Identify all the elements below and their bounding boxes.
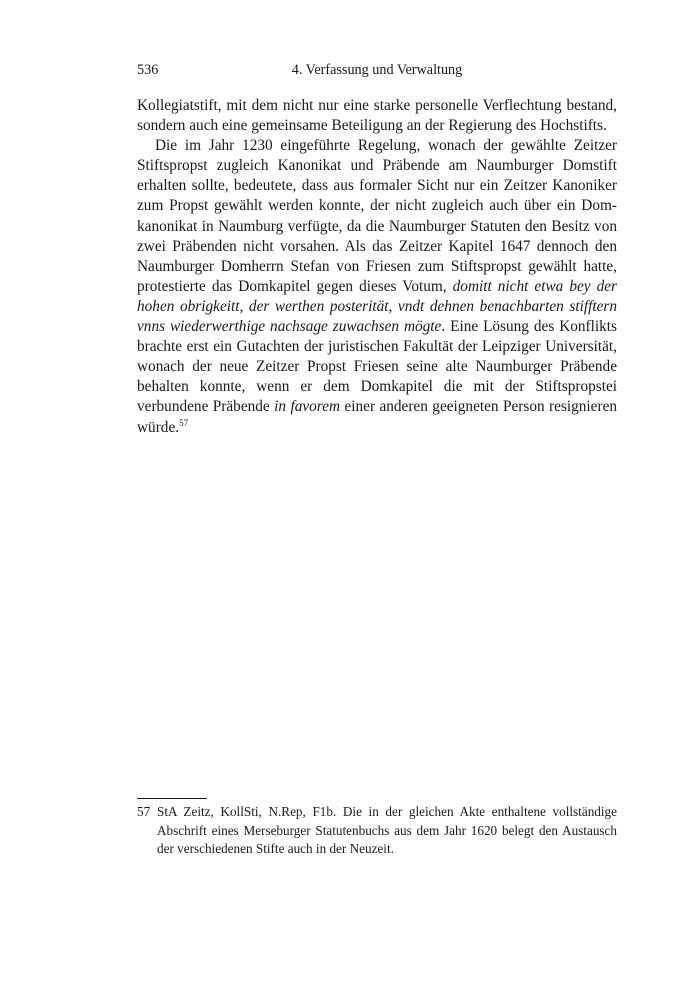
footnote-reference: 57: [179, 417, 189, 428]
main-text: [137, 96, 617, 438]
paragraph-2-text-b: . Eine Lösung des Konflikts brachte erst ein Gutachten der juristischen Fakultät der Leipziger Universität, wonach der neue Zeitzer Propst Friesen seine alte Naumburger Präbende behalten konnte, wenn er dem Domkapitel die mit der Stiftspropstei verbundene Präbende: [137, 318, 617, 416]
footnote-number: 57: [137, 804, 151, 819]
paragraph-2-text-c: einer anderen geeigneten Person resignieren würde.: [137, 398, 618, 436]
footnote-divider: [137, 798, 207, 799]
paragraph-2: [137, 136, 617, 437]
paragraph-1: Kollegiatstift, mit dem nicht nur eine starke personelle Verflechtung bestand, sondern auch eine gemeinsame Beteiligung an der Regierung des Hochstifts.: [137, 97, 617, 135]
running-header: [137, 62, 617, 84]
footnote-text: StA Zeitz, KollSti, N.Rep, F1b. Die in der gleichen Akte enthaltene vollständige Abschrift eines Merseburger Statutenbuchs aus dem Jahr 1620 belegt den Austausch der verschiedenen Stifte auch in der Neuzeit.: [157, 804, 617, 857]
latin-phrase: in favorem: [274, 398, 341, 416]
footnote: [137, 803, 617, 859]
page-number: 536: [137, 62, 159, 78]
paragraph-2-text-a: Die im Jahr 1230 eingeführte Regelung, wonach der gewählte Zeitzer Stiftspropst zugleich Kanonikat und Präbende am Naumburger Domstift erhalten sollte, bedeutete, dass aus formaler Sicht nur ein Zeitzer Kanoniker zum Propst gewählt werden konnte, der nicht zugleich auch über ein Domkanonikat in Naumburg verfügte, da die Naumburger Statuten den Besitz von zwei Präbenden nicht vorsahen. Als das Zeitzer Kapitel 1647 dennoch den Naumburger Domherrn Stefan von Friesen zum Stiftspropst gewählt hatte, protestierte das Domkapitel gegen dieses Votum,: [137, 137, 617, 295]
quotation: domitt nicht etwa bey der hohen obrigkeitt, der werthen posterität, vndt dehnen benachbarten stifftern vnns wiederwerthige nachsage zuwachsen mögte: [137, 277, 617, 336]
running-title: 4. Verfassung und Verwaltung: [291, 62, 463, 78]
